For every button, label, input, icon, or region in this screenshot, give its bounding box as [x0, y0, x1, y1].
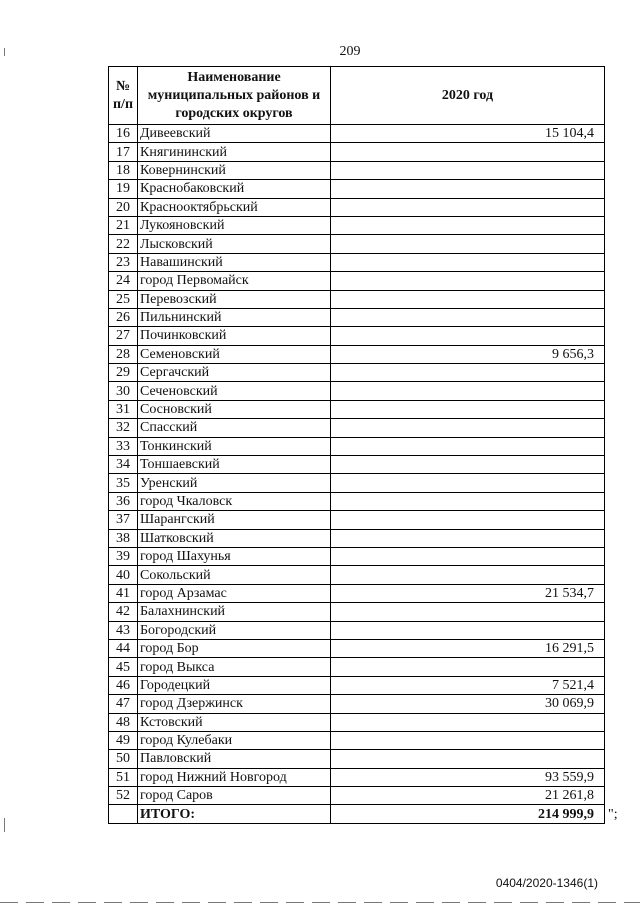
total-number-cell — [109, 805, 138, 824]
row-number: 17 — [109, 143, 138, 161]
document-code: 0404/2020-1346(1) — [495, 876, 598, 890]
row-number: 38 — [109, 529, 138, 547]
row-value — [331, 180, 605, 198]
row-name: Тонкинский — [138, 437, 331, 455]
row-name: Уренский — [138, 474, 331, 492]
row-value — [331, 529, 605, 547]
table-row — [109, 382, 605, 400]
row-number: 46 — [109, 676, 138, 694]
row-name: Княгининский — [138, 143, 331, 161]
table-row — [109, 511, 605, 529]
row-value — [331, 713, 605, 731]
row-name: город Бор — [138, 639, 331, 657]
row-number: 51 — [109, 768, 138, 786]
table-body — [109, 125, 605, 805]
row-name: Дивеевский — [138, 125, 331, 143]
row-number: 45 — [109, 658, 138, 676]
total-label: ИТОГО: — [138, 805, 331, 824]
table-row — [109, 584, 605, 602]
row-value — [331, 511, 605, 529]
row-value — [331, 658, 605, 676]
row-value: 30 069,9 — [331, 695, 605, 713]
table-row — [109, 216, 605, 234]
scan-edge-mark — [4, 818, 5, 832]
table-row — [109, 658, 605, 676]
row-name: Починковский — [138, 327, 331, 345]
row-number: 37 — [109, 511, 138, 529]
row-number: 49 — [109, 731, 138, 749]
header-year: 2020 год — [331, 67, 605, 125]
table-row — [109, 713, 605, 731]
budget-table — [108, 66, 605, 824]
row-value: 21 261,8 — [331, 787, 605, 805]
row-value — [331, 290, 605, 308]
row-name: Шарангский — [138, 511, 331, 529]
table-row — [109, 272, 605, 290]
row-value — [331, 143, 605, 161]
row-value — [331, 731, 605, 749]
row-name: город Саров — [138, 787, 331, 805]
row-number: 41 — [109, 584, 138, 602]
row-number: 25 — [109, 290, 138, 308]
row-number: 43 — [109, 621, 138, 639]
row-name: Сосновский — [138, 400, 331, 418]
row-number: 42 — [109, 603, 138, 621]
row-name: город Чкаловск — [138, 492, 331, 510]
row-value — [331, 419, 605, 437]
row-number: 26 — [109, 308, 138, 326]
row-name: Кстовский — [138, 713, 331, 731]
row-value: 16 291,5 — [331, 639, 605, 657]
row-name: Сергачский — [138, 364, 331, 382]
table-row — [109, 474, 605, 492]
row-number: 48 — [109, 713, 138, 731]
table-header-row — [109, 67, 605, 125]
row-value: 93 559,9 — [331, 768, 605, 786]
row-number: 24 — [109, 272, 138, 290]
table-row — [109, 161, 605, 179]
table-row — [109, 768, 605, 786]
row-name: Краснобаковский — [138, 180, 331, 198]
row-name: город Арзамас — [138, 584, 331, 602]
row-number: 16 — [109, 125, 138, 143]
row-name: Сеченовский — [138, 382, 331, 400]
row-name: Сокольский — [138, 566, 331, 584]
row-name: Краснооктябрьский — [138, 198, 331, 216]
row-number: 18 — [109, 161, 138, 179]
table-row — [109, 492, 605, 510]
row-value — [331, 492, 605, 510]
row-name: город Шахунья — [138, 547, 331, 565]
row-number: 22 — [109, 235, 138, 253]
row-name: город Кулебаки — [138, 731, 331, 749]
row-value — [331, 198, 605, 216]
table-row — [109, 235, 605, 253]
row-number: 23 — [109, 253, 138, 271]
closing-quote-mark: "; — [608, 807, 618, 822]
row-name: Перевозский — [138, 290, 331, 308]
row-number: 33 — [109, 437, 138, 455]
row-number: 40 — [109, 566, 138, 584]
row-value — [331, 400, 605, 418]
row-name: Лысковский — [138, 235, 331, 253]
row-number: 21 — [109, 216, 138, 234]
table-row — [109, 603, 605, 621]
row-value — [331, 621, 605, 639]
row-number: 30 — [109, 382, 138, 400]
table-row — [109, 529, 605, 547]
row-number: 36 — [109, 492, 138, 510]
table-row — [109, 143, 605, 161]
table-row — [109, 437, 605, 455]
scan-bottom-rule — [0, 902, 640, 903]
table-row — [109, 253, 605, 271]
row-value — [331, 547, 605, 565]
row-value: 7 521,4 — [331, 676, 605, 694]
total-row — [109, 805, 605, 824]
row-value — [331, 382, 605, 400]
row-value — [331, 235, 605, 253]
row-name: Лукояновский — [138, 216, 331, 234]
row-value — [331, 364, 605, 382]
row-name: город Нижний Новгород — [138, 768, 331, 786]
row-value — [331, 437, 605, 455]
row-number: 47 — [109, 695, 138, 713]
row-name: Ковернинский — [138, 161, 331, 179]
table-row — [109, 125, 605, 143]
table-row — [109, 731, 605, 749]
row-number: 35 — [109, 474, 138, 492]
row-number: 28 — [109, 345, 138, 363]
row-number: 27 — [109, 327, 138, 345]
row-number: 20 — [109, 198, 138, 216]
row-value: 9 656,3 — [331, 345, 605, 363]
row-name: Пильнинский — [138, 308, 331, 326]
table-row — [109, 676, 605, 694]
row-name: город Дзержинск — [138, 695, 331, 713]
table-row — [109, 364, 605, 382]
table-row — [109, 290, 605, 308]
table-row — [109, 308, 605, 326]
table-row — [109, 345, 605, 363]
row-name: Спасский — [138, 419, 331, 437]
row-number: 50 — [109, 750, 138, 768]
row-value: 21 534,7 — [331, 584, 605, 602]
total-value: 214 999,9 — [331, 805, 605, 824]
row-name: Шатковский — [138, 529, 331, 547]
row-value — [331, 456, 605, 474]
row-name: Павловский — [138, 750, 331, 768]
row-value — [331, 566, 605, 584]
row-value — [331, 216, 605, 234]
row-value — [331, 327, 605, 345]
row-value — [331, 603, 605, 621]
table-row — [109, 566, 605, 584]
row-number: 52 — [109, 787, 138, 805]
row-value — [331, 253, 605, 271]
row-number: 19 — [109, 180, 138, 198]
row-value — [331, 272, 605, 290]
row-name: Семеновский — [138, 345, 331, 363]
table-row — [109, 419, 605, 437]
table-row — [109, 547, 605, 565]
table-row — [109, 198, 605, 216]
table-row — [109, 180, 605, 198]
row-value: 15 104,4 — [331, 125, 605, 143]
row-number: 34 — [109, 456, 138, 474]
row-number: 31 — [109, 400, 138, 418]
row-number: 29 — [109, 364, 138, 382]
header-name: Наименование муниципальных районов и городских округов — [138, 67, 331, 125]
table-row — [109, 400, 605, 418]
row-number: 44 — [109, 639, 138, 657]
row-name: Богородский — [138, 621, 331, 639]
row-name: Городецкий — [138, 676, 331, 694]
row-value — [331, 474, 605, 492]
table-row — [109, 750, 605, 768]
row-number: 39 — [109, 547, 138, 565]
table-row — [109, 327, 605, 345]
header-number: № п/п — [109, 67, 138, 125]
row-number: 32 — [109, 419, 138, 437]
row-value — [331, 308, 605, 326]
table-row — [109, 695, 605, 713]
table-row — [109, 621, 605, 639]
table-row — [109, 787, 605, 805]
row-name: город Выкса — [138, 658, 331, 676]
row-name: Навашинский — [138, 253, 331, 271]
row-name: Балахнинский — [138, 603, 331, 621]
page-number: 209 — [339, 44, 361, 59]
row-value — [331, 750, 605, 768]
row-name: город Первомайск — [138, 272, 331, 290]
row-name: Тоншаевский — [138, 456, 331, 474]
row-value — [331, 161, 605, 179]
table-row — [109, 456, 605, 474]
scan-edge-mark — [4, 48, 5, 56]
table-row — [109, 639, 605, 657]
